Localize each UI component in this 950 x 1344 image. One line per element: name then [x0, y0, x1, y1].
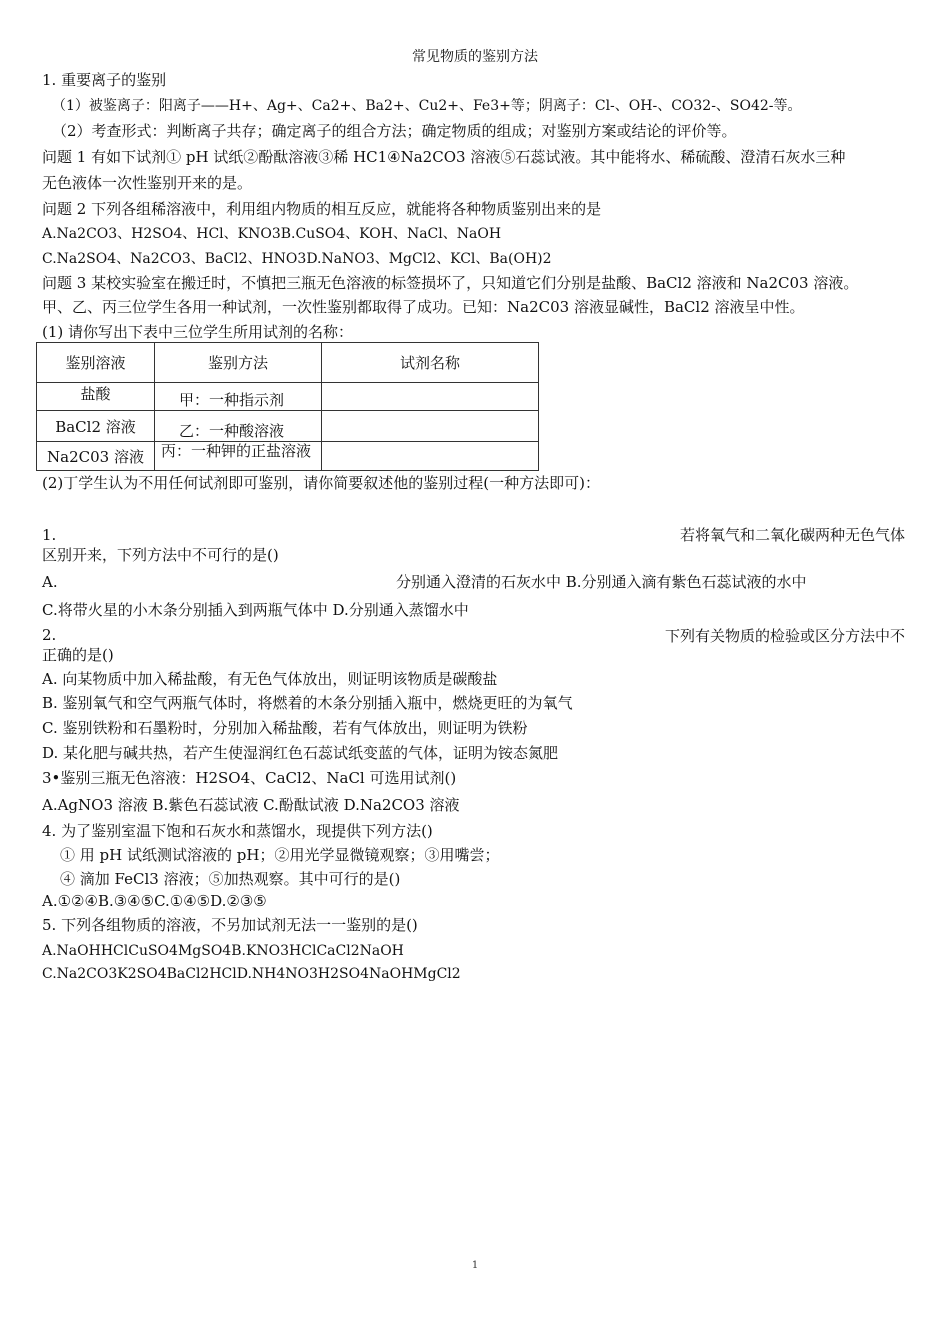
e4-options: A.①②④B.③④⑤C.①④⑤D.②③⑤ — [42, 892, 267, 910]
header-method: 鉴别方法 — [155, 343, 322, 383]
q3-line2: 甲、乙、丙三位学生各用一种试剂，一次性鉴别都取得了成功。已知：Na2C03 溶液显碱性，BaCl2 溶液呈中性。 — [42, 298, 805, 316]
q3-sub1: (1) 请你写出下表中三位学生所用试剂的名称： — [42, 323, 354, 341]
e2-stem-line2: 正确的是() — [42, 646, 114, 664]
e4-stem: 4. 为了鉴别室温下饱和石灰水和蒸馏水，现提供下列方法() — [42, 822, 433, 840]
e1-stem-line2: 区别开来，下列方法中不可行的是() — [42, 546, 279, 564]
q1-line2: 无色液体一次性鉴别开来的是。 — [42, 174, 253, 192]
exam-forms: （2）考查形式：判断离子共存；确定离子的组合方法；确定物质的组成；对鉴别方案或结论的评价等。 — [52, 122, 737, 140]
method-bing: 丙：一种钾的正盐溶液 — [161, 443, 312, 460]
e1-options-ab: 分别通入澄清的石灰水中 B.分别通入滴有紫色石蕊试液的水中 — [396, 573, 807, 591]
e5-options-ab: A.NaOHHClCuSO4MgSO4B.KNO3HClCaCl2NaOH — [42, 943, 404, 959]
header-reagent: 试剂名称 — [322, 343, 539, 383]
e4-methods-line2: ④ 滴加 FeCl3 溶液；⑤加热观察。其中可行的是() — [60, 870, 401, 888]
q2-stem: 问题 2 下列各组稀溶液中，利用组内物质的相互反应，就能将各种物质鉴别出来的是 — [42, 200, 602, 218]
reagent-cell-jia[interactable] — [322, 383, 539, 411]
page-number: 1 — [471, 1260, 479, 1271]
e2-option-c: C. 鉴别铁粉和石墨粉时，分别加入稀盐酸，若有气体放出，则证明为铁粉 — [42, 719, 528, 737]
q2-options-ab: A.Na2CO3、H2SO4、HCl、KNO3B.CuSO4、KOH、NaCl、NaOH — [42, 226, 502, 242]
q1-line1: 问题 1 有如下试剂① pH 试纸②酚酞溶液③稀 HC1④Na2CO3 溶液⑤石蕊试液。其中能将水、稀硫酸、澄清石灰水三种 — [42, 148, 846, 166]
reagent-cell-bing[interactable] — [322, 442, 539, 471]
solution-hcl: 盐酸 — [37, 383, 155, 411]
reagent-table — [36, 342, 539, 471]
solution-bacl2: BaCl2 溶液 — [37, 411, 155, 442]
e1-options-cd: C.将带火星的小木条分别插入到两瓶气体中 D.分别通入蒸馏水中 — [42, 601, 469, 619]
e5-stem: 5. 下列各组物质的溶液，不另加试剂无法一一鉴别的是() — [42, 916, 418, 934]
e2-stem-right: 下列有关物质的检验或区分方法中不 — [664, 627, 905, 645]
reagent-cell-yi[interactable] — [322, 411, 539, 442]
e5-options-cd: C.Na2CO3K2SO4BaCl2HClD.NH4NO3H2SO4NaOHMgCl2 — [42, 966, 461, 982]
e3-stem: 3•鉴别三瓶无色溶液：H2SO4、CaCl2、NaCl 可选用试剂() — [42, 769, 457, 787]
e1-option-a-label: A. — [42, 573, 58, 591]
q2-options-cd: C.Na2SO4、Na2CO3、BaCl2、HNO3D.NaNO3、MgCl2、KCl、Ba(OH)2 — [42, 251, 552, 267]
e4-methods-line1: ① 用 pH 试纸测试溶液的 pH；②用光学显微镜观察；③用嘴尝； — [60, 846, 500, 864]
e3-options: A.AgNO3 溶液 B.紫色石蕊试液 C.酚酞试液 D.Na2CO3 溶液 — [42, 796, 460, 814]
header-solution: 鉴别溶液 — [37, 343, 155, 383]
e2-option-b: B. 鉴别氧气和空气两瓶气体时，将燃着的木条分别插入瓶中，燃烧更旺的为氧气 — [42, 694, 573, 712]
q3-sub2: (2)丁学生认为不用任何试剂即可鉴别，请你简要叙述他的鉴别过程(一种方法即可)： — [42, 474, 600, 492]
e1-stem-right: 若将氧气和二氧化碳两种无色气体 — [679, 526, 905, 544]
q3-line1: 问题 3 某校实验室在搬迁时，不慎把三瓶无色溶液的标签损坏了，只知道它们分别是盐酸、BaCl2 溶液和 Na2C03 溶液。 — [42, 274, 859, 292]
solution-na2co3: Na2C03 溶液 — [37, 442, 155, 471]
e2-number: 2. — [42, 626, 57, 644]
ion-list: （1）被鉴离子：阳离子——H+、Ag+、Ca2+、Ba2+、Cu2+、Fe3+等；阴离子：Cl-、OH-、CO32-、SO42-等。 — [52, 98, 802, 114]
e2-option-d: D. 某化肥与碱共热，若产生使湿润红色石蕊试纸变蓝的气体，证明为铵态氮肥 — [42, 744, 559, 762]
method-jia: 甲：一种指示剂 — [155, 383, 322, 411]
section-heading: 1. 重要离子的鉴别 — [42, 71, 167, 89]
e2-option-a: A. 向某物质中加入稀盐酸，有无色气体放出，则证明该物质是碳酸盐 — [42, 670, 498, 688]
e1-number: 1. — [42, 526, 57, 544]
page-title: 常见物质的鉴别方法 — [412, 49, 538, 65]
method-yi: 乙：一种酸溶液 — [155, 411, 322, 442]
